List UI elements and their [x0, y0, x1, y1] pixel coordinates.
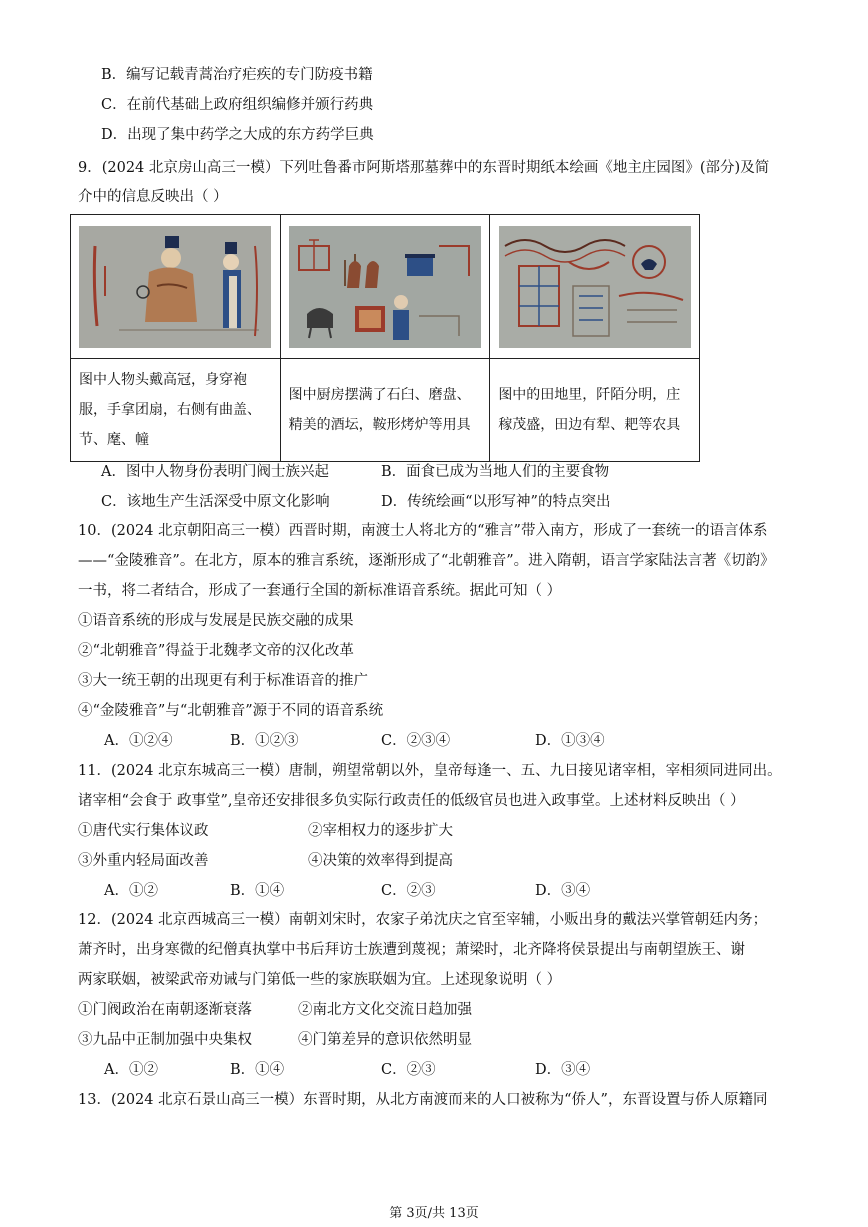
figure-cell-2	[280, 215, 490, 359]
painting-official-image	[79, 226, 271, 348]
q10-stem-line1: 10．(2024 北京朝阳高三一模）西晋时期，南渡士人将北方的“雅言”带入南方，形成了一套统一的语言体系	[78, 523, 768, 539]
page-footer: 第 3页/共 13页	[389, 1206, 479, 1221]
q10-item-3: ③大一统王朝的出现更有利于标准语音的推广	[78, 673, 368, 689]
q11-stem-line1: 11．(2024 北京东城高三一模）唐制，朔望常朝以外，皇帝每逢一、五、九日接见诸宰相，宰相须同进同出。	[78, 763, 782, 779]
q8-option-c: C．在前代基础上政府组织编修并颁行药典	[101, 97, 374, 113]
q12-option-d: D．③④	[535, 1062, 591, 1078]
q10-stem-line3: 一书，将二者结合，形成了一套通行全国的新标准语音系统。据此可知（ ）	[78, 583, 562, 599]
figure-cell-1	[71, 215, 281, 359]
q10-item-1: ①语音系统的形成与发展是民族交融的成果	[78, 613, 354, 629]
figure-caption-1: 图中人物头戴高冠，身穿袍服，手拿团扇，右侧有曲盖、节、麾、幢	[71, 359, 281, 462]
q12-option-c: C．②③	[381, 1062, 436, 1078]
q9-option-b: B．面食已成为当地人们的主要食物	[381, 464, 610, 480]
q9-stem-line1: 9．(2024 北京房山高三一模）下列吐鲁番市阿斯塔那墓葬中的东晋时期纸本绘画《地主庄园图》(部分)及简	[78, 160, 770, 176]
q12-item-1: ①门阀政治在南朝逐渐衰落	[78, 1002, 252, 1018]
q12-stem-line1: 12．(2024 北京西城高三一模）南朝刘宋时，农家子弟沈庆之官至宰辅，小贩出身的戴法兴掌管朝廷内务；	[78, 912, 768, 928]
q9-option-c: C．该地生产生活深受中原文化影响	[101, 494, 330, 510]
q10-stem-line2: ——“金陵雅音”。在北方，原本的雅言系统，逐渐形成了“北朝雅音”。进入隋朝，语言学家陆法言著《切韵》	[78, 553, 775, 569]
q10-option-a: A．①②④	[104, 733, 173, 749]
q11-option-a: A．①②	[104, 883, 158, 899]
q9-option-d: D．传统绘画“以形写神”的特点突出	[381, 494, 611, 510]
q12-option-a: A．①②	[104, 1062, 158, 1078]
q11-option-b: B．①④	[230, 883, 285, 899]
figure-cell-3	[490, 215, 700, 359]
q10-option-c: C．②③④	[381, 733, 451, 749]
q11-item-1: ①唐代实行集体议政	[78, 823, 209, 839]
q8-option-d: D．出现了集中药学之大成的东方药学巨典	[101, 127, 374, 143]
q11-option-d: D．③④	[535, 883, 591, 899]
q9-stem-line2: 介中的信息反映出（ ）	[78, 189, 228, 205]
q11-item-4: ④决策的效率得到提高	[308, 853, 453, 869]
q10-item-2: ②“北朝雅音”得益于北魏孝文帝的汉化改革	[78, 643, 354, 659]
painting-fields-image	[499, 226, 691, 348]
q12-option-b: B．①④	[230, 1062, 285, 1078]
figure-caption-3: 图中的田地里，阡陌分明，庄稼茂盛，田边有犁、耙等农具	[490, 359, 700, 462]
q10-item-4: ④“金陵雅音”与“北朝雅音”源于不同的语音系统	[78, 703, 384, 719]
q11-stem-line2: 诸宰相“会食于 政事堂”,皇帝还安排很多负实际行政责任的低级官员也进入政事堂。上述材料反映出（ ）	[78, 793, 745, 809]
q9-figure-table	[70, 214, 700, 462]
q12-item-2: ②南北方文化交流日趋加强	[298, 1002, 472, 1018]
q11-option-c: C．②③	[381, 883, 436, 899]
figure-caption-2: 图中厨房摆满了石臼、磨盘、精美的酒坛，鞍形烤炉等用具	[280, 359, 490, 462]
q10-option-b: B．①②③	[230, 733, 299, 749]
q12-stem-line3: 两家联姻，被梁武帝劝诫与门第低一些的家族联姻为宜。上述现象说明（ ）	[78, 972, 562, 988]
q12-item-3: ③九品中正制加强中央集权	[78, 1032, 252, 1048]
q12-item-4: ④门第差异的意识依然明显	[298, 1032, 472, 1048]
q13-stem-line1: 13．(2024 北京石景山高三一模）东晋时期，从北方南渡而来的人口被称为“侨人”，东晋设置与侨人原籍同	[78, 1092, 768, 1108]
q11-item-2: ②宰相权力的逐步扩大	[308, 823, 453, 839]
q11-item-3: ③外重内轻局面改善	[78, 853, 209, 869]
painting-kitchen-image	[289, 226, 481, 348]
q12-stem-line2: 萧齐时，出身寒微的纪僧真执掌中书后拜访士族遭到蔑视；萧梁时，北齐降将侯景提出与南朝望族王、谢	[78, 942, 745, 958]
q10-option-d: D．①③④	[535, 733, 605, 749]
q8-option-b: B．编写记载青蒿治疗疟疾的专门防疫书籍	[101, 67, 373, 83]
q9-option-a: A．图中人物身份表明门阀士族兴起	[101, 464, 329, 480]
